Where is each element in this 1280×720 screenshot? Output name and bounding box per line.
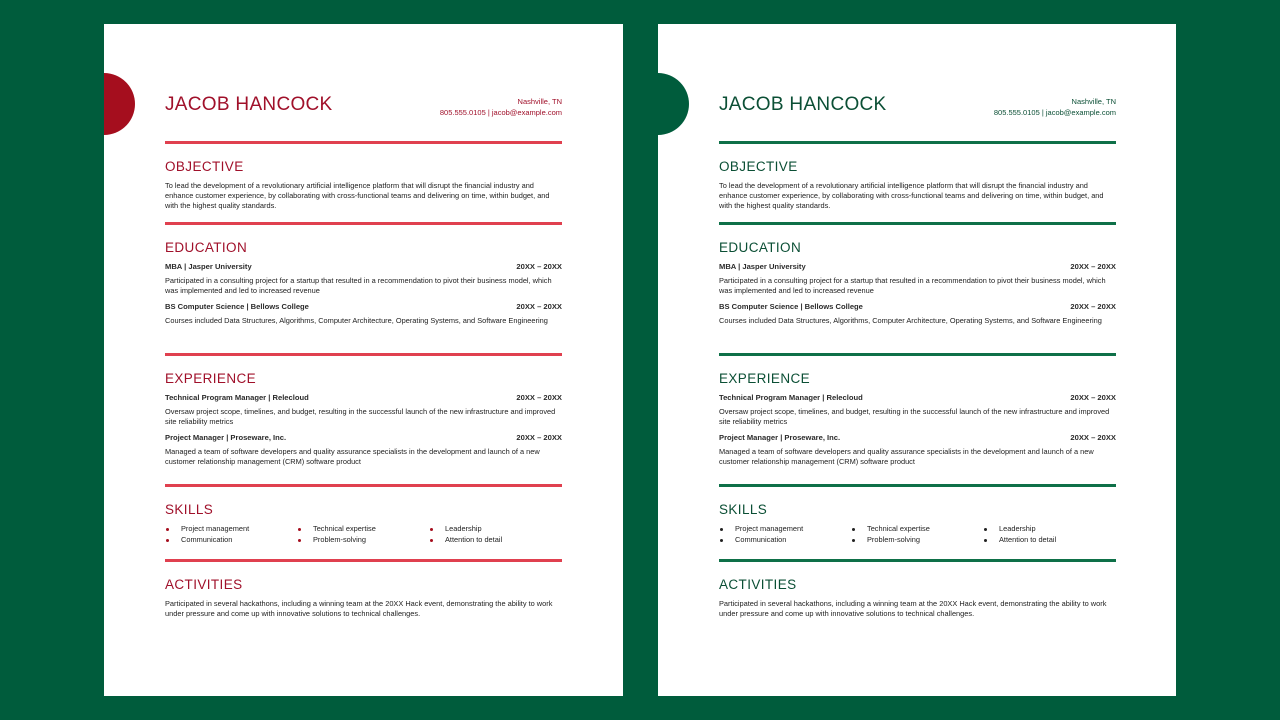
skill-item: Communication xyxy=(719,535,851,545)
entry-title: Technical Program Manager | Relecloud xyxy=(719,393,863,402)
bullet-icon xyxy=(984,528,987,531)
objective-text: To lead the development of a revolutionary artificial intelligence platform that will disrupt the financial industry and enhance customer experience, by collaborating with cross-functional teams and delivering on time, within budget, and with the highest quality standards. xyxy=(165,181,550,210)
entry-dates: 20XX – 20XX xyxy=(1070,433,1116,442)
skill-item: Technical expertise xyxy=(297,524,429,534)
section-title: EXPERIENCE xyxy=(719,371,811,386)
entry-dates: 20XX – 20XX xyxy=(1070,262,1116,271)
bullet-icon xyxy=(720,528,723,531)
entry-title: Project Manager | Proseware, Inc. xyxy=(719,433,841,442)
section-title: ACTIVITIES xyxy=(719,577,797,592)
skill-item: Attention to detail xyxy=(983,535,1116,545)
bullet-icon xyxy=(852,528,855,531)
bullet-icon xyxy=(166,528,169,531)
education-entry-heading xyxy=(165,262,562,272)
section-title: EDUCATION xyxy=(165,240,248,255)
section-experience xyxy=(165,371,562,467)
bullet-icon xyxy=(720,539,723,542)
activities-text: Participated in several hackathons, including a winning team at the 20XX Hack event, demonstrating the ability to work under pressure and come up with innovative solutions to technical challenges. xyxy=(719,599,1107,618)
contact-location: Nashville, TN xyxy=(1071,97,1116,106)
entry-dates: 20XX – 20XX xyxy=(516,262,562,271)
entry-description: Oversaw project scope, timelines, and budget, resulting in the successful launch of the new infrastructure and improved site reliability metrics xyxy=(165,407,556,426)
experience-entry-heading xyxy=(719,393,1116,403)
entry-dates: 20XX – 20XX xyxy=(516,393,562,402)
entry-title: Project Manager | Proseware, Inc. xyxy=(165,433,287,442)
bullet-icon xyxy=(298,528,301,531)
skill-item: Project management xyxy=(165,524,297,534)
section-title: OBJECTIVE xyxy=(719,159,798,174)
skill-item: Technical expertise xyxy=(851,524,983,534)
decorative-half-circle xyxy=(658,73,689,135)
divider xyxy=(719,222,1116,225)
entry-title: MBA | Jasper University xyxy=(719,262,806,271)
section-objective xyxy=(165,159,562,211)
divider xyxy=(719,484,1116,487)
section-activities xyxy=(719,577,1116,619)
entry-title: Technical Program Manager | Relecloud xyxy=(165,393,309,402)
entry-description: Participated in a consulting project for a startup that resulted in a recommendation to pivot their business model, which was implemented and led to increased revenue xyxy=(165,276,552,295)
section-title: SKILLS xyxy=(165,502,214,517)
section-education xyxy=(719,240,1116,326)
divider xyxy=(165,222,562,225)
candidate-name: JACOB HANCOCK xyxy=(719,94,887,115)
resume-page-red xyxy=(104,24,623,696)
entry-title: BS Computer Science | Bellows College xyxy=(165,302,309,311)
resume-page-green xyxy=(658,24,1176,696)
divider xyxy=(165,141,562,144)
education-entry-heading xyxy=(719,262,1116,272)
bullet-icon xyxy=(852,539,855,542)
contact-info xyxy=(440,96,562,118)
contact-location: Nashville, TN xyxy=(517,97,562,106)
entry-description: Oversaw project scope, timelines, and budget, resulting in the successful launch of the new infrastructure and improved site reliability metrics xyxy=(719,407,1110,426)
entry-dates: 20XX – 20XX xyxy=(1070,302,1116,311)
section-skills xyxy=(165,502,562,545)
section-title: EDUCATION xyxy=(719,240,802,255)
section-education xyxy=(165,240,562,326)
bullet-icon xyxy=(166,539,169,542)
divider xyxy=(165,484,562,487)
contact-phone-email: 805.555.0105 | jacob@example.com xyxy=(993,108,1116,117)
resume-header xyxy=(165,92,562,132)
entry-title: MBA | Jasper University xyxy=(165,262,252,271)
contact-phone-email: 805.555.0105 | jacob@example.com xyxy=(439,108,562,117)
entry-description: Courses included Data Structures, Algorithms, Computer Architecture, Operating Systems, and Software Engineering xyxy=(165,316,548,325)
bullet-icon xyxy=(430,539,433,542)
entry-dates: 20XX – 20XX xyxy=(516,302,562,311)
divider xyxy=(719,141,1116,144)
skill-item: Project management xyxy=(719,524,851,534)
objective-text: To lead the development of a revolutionary artificial intelligence platform that will disrupt the financial industry and enhance customer experience, by collaborating with cross-functional teams and delivering on time, within budget, and with the highest quality standards. xyxy=(719,181,1104,210)
skill-item: Problem-solving xyxy=(297,535,429,545)
skill-item: Leadership xyxy=(429,524,562,534)
education-entry-heading xyxy=(719,302,1116,312)
entry-dates: 20XX – 20XX xyxy=(516,433,562,442)
education-entry-heading xyxy=(165,302,562,312)
entry-description: Participated in a consulting project for a startup that resulted in a recommendation to pivot their business model, which was implemented and led to increased revenue xyxy=(719,276,1106,295)
entry-title: BS Computer Science | Bellows College xyxy=(719,302,863,311)
divider xyxy=(719,559,1116,562)
candidate-name: JACOB HANCOCK xyxy=(165,94,333,115)
contact-info xyxy=(994,96,1116,118)
section-experience xyxy=(719,371,1116,467)
section-activities xyxy=(165,577,562,619)
skill-item: Leadership xyxy=(983,524,1116,534)
bullet-icon xyxy=(298,539,301,542)
experience-entry-heading xyxy=(165,433,562,443)
skill-item: Problem-solving xyxy=(851,535,983,545)
skills-list xyxy=(165,524,562,545)
section-title: OBJECTIVE xyxy=(165,159,244,174)
section-title: EXPERIENCE xyxy=(165,371,257,386)
experience-entry-heading xyxy=(165,393,562,403)
divider xyxy=(165,353,562,356)
entry-description: Courses included Data Structures, Algorithms, Computer Architecture, Operating Systems, and Software Engineering xyxy=(719,316,1102,325)
entry-description: Managed a team of software developers and quality assurance specialists in the development and launch of a new customer relationship management (CRM) software product xyxy=(719,447,1094,466)
experience-entry-heading xyxy=(719,433,1116,443)
resume-header xyxy=(719,92,1116,132)
section-skills xyxy=(719,502,1116,545)
divider xyxy=(719,353,1116,356)
section-objective xyxy=(719,159,1116,211)
bullet-icon xyxy=(984,539,987,542)
entry-dates: 20XX – 20XX xyxy=(1070,393,1116,402)
decorative-half-circle xyxy=(104,73,135,135)
activities-text: Participated in several hackathons, including a winning team at the 20XX Hack event, demonstrating the ability to work under pressure and come up with innovative solutions to technical challenges. xyxy=(165,599,553,618)
entry-description: Managed a team of software developers and quality assurance specialists in the development and launch of a new customer relationship management (CRM) software product xyxy=(165,447,540,466)
section-title: ACTIVITIES xyxy=(165,577,243,592)
section-title: SKILLS xyxy=(719,502,768,517)
divider xyxy=(165,559,562,562)
bullet-icon xyxy=(430,528,433,531)
skill-item: Communication xyxy=(165,535,297,545)
skill-item: Attention to detail xyxy=(429,535,562,545)
skills-list xyxy=(719,524,1116,545)
